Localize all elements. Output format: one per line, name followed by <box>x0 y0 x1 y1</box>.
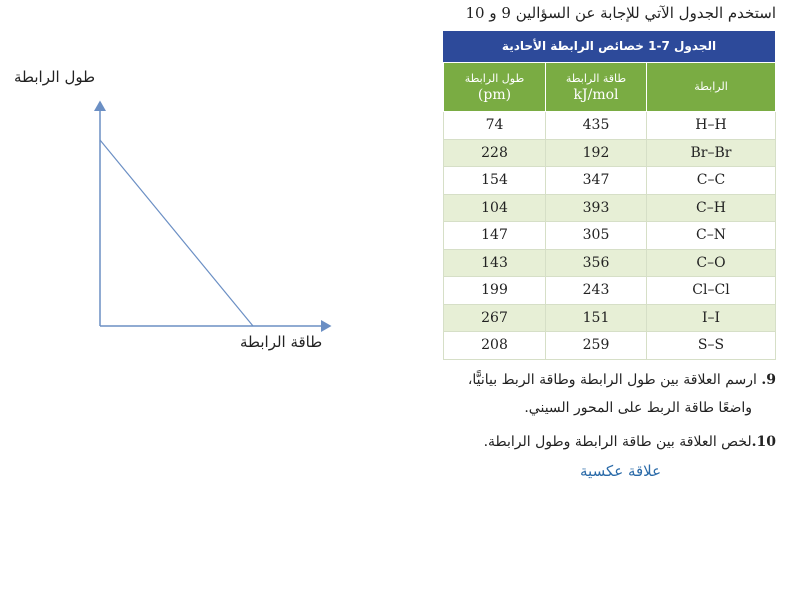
cell-length: 267 <box>444 304 546 332</box>
question-10-line1: لخص العلاقة بين طاقة الرابطة وطول الرابطة. <box>483 434 752 450</box>
table-header-row <box>444 63 776 112</box>
question-10-number: 10. <box>751 434 776 450</box>
intro-text: استخدم الجدول الآتي للإجابة عن السؤالين 9 و 10 <box>465 4 776 22</box>
cell-energy: 243 <box>546 277 647 305</box>
cell-energy: 192 <box>546 139 647 167</box>
x-axis-label: طاقة الرابطة <box>240 333 323 351</box>
cell-energy: 151 <box>546 304 647 332</box>
cell-length: 154 <box>444 167 546 195</box>
table-row <box>444 304 776 332</box>
cell-energy: 259 <box>546 332 647 360</box>
inverse-trend-line <box>100 140 253 326</box>
header-energy-unit: kJ/mol <box>573 87 619 103</box>
table-row <box>444 277 776 305</box>
cell-length: 228 <box>444 139 546 167</box>
table-row <box>444 112 776 140</box>
answer-text: علاقة عكسية <box>580 462 662 480</box>
question-9-number: 9. <box>761 372 776 388</box>
cell-length: 104 <box>444 194 546 222</box>
y-axis-label: طول الرابطة <box>14 68 96 86</box>
header-length-label: طول الرابطة <box>464 72 525 85</box>
cell-energy: 393 <box>546 194 647 222</box>
cell-bond: Br–Br <box>647 139 776 167</box>
relationship-sketch <box>0 60 345 345</box>
cell-bond: C–N <box>647 222 776 250</box>
cell-bond: C–H <box>647 194 776 222</box>
question-9-cont <box>524 400 752 416</box>
table-body <box>444 112 776 360</box>
cell-bond: C–C <box>647 167 776 195</box>
question-9 <box>468 372 776 388</box>
cell-energy: 356 <box>546 249 647 277</box>
table-row <box>444 332 776 360</box>
question-10 <box>484 434 776 450</box>
header-bond-energy <box>546 63 647 112</box>
cell-length: 74 <box>444 112 546 140</box>
question-9-line2: واضعًا طاقة الربط على المحور السيني. <box>524 400 752 416</box>
table-row <box>444 139 776 167</box>
question-9-line1: ارسم العلاقة بين طول الرابطة وطاقة الربط بيانيًّا، <box>467 372 757 388</box>
header-energy-label: طاقة الرابطة <box>565 72 627 85</box>
table-row <box>444 249 776 277</box>
header-bond: الرابطة <box>647 63 776 112</box>
table-row <box>444 194 776 222</box>
bond-properties-table <box>443 31 775 360</box>
cell-length: 147 <box>444 222 546 250</box>
cell-length: 208 <box>444 332 546 360</box>
cell-bond: Cl–Cl <box>647 277 776 305</box>
cell-length: 143 <box>444 249 546 277</box>
cell-bond: I–I <box>647 304 776 332</box>
table-grid <box>443 62 776 360</box>
cell-energy: 435 <box>546 112 647 140</box>
cell-energy: 305 <box>546 222 647 250</box>
cell-length: 199 <box>444 277 546 305</box>
cell-energy: 347 <box>546 167 647 195</box>
cell-bond: S–S <box>647 332 776 360</box>
header-bond-length <box>444 63 546 112</box>
table-row <box>444 222 776 250</box>
table-title: الجدول 7-1 خصائص الرابطة الأحادية <box>443 31 775 62</box>
header-length-unit: (pm) <box>477 87 512 103</box>
table-row <box>444 167 776 195</box>
cell-bond: H–H <box>647 112 776 140</box>
cell-bond: C–O <box>647 249 776 277</box>
